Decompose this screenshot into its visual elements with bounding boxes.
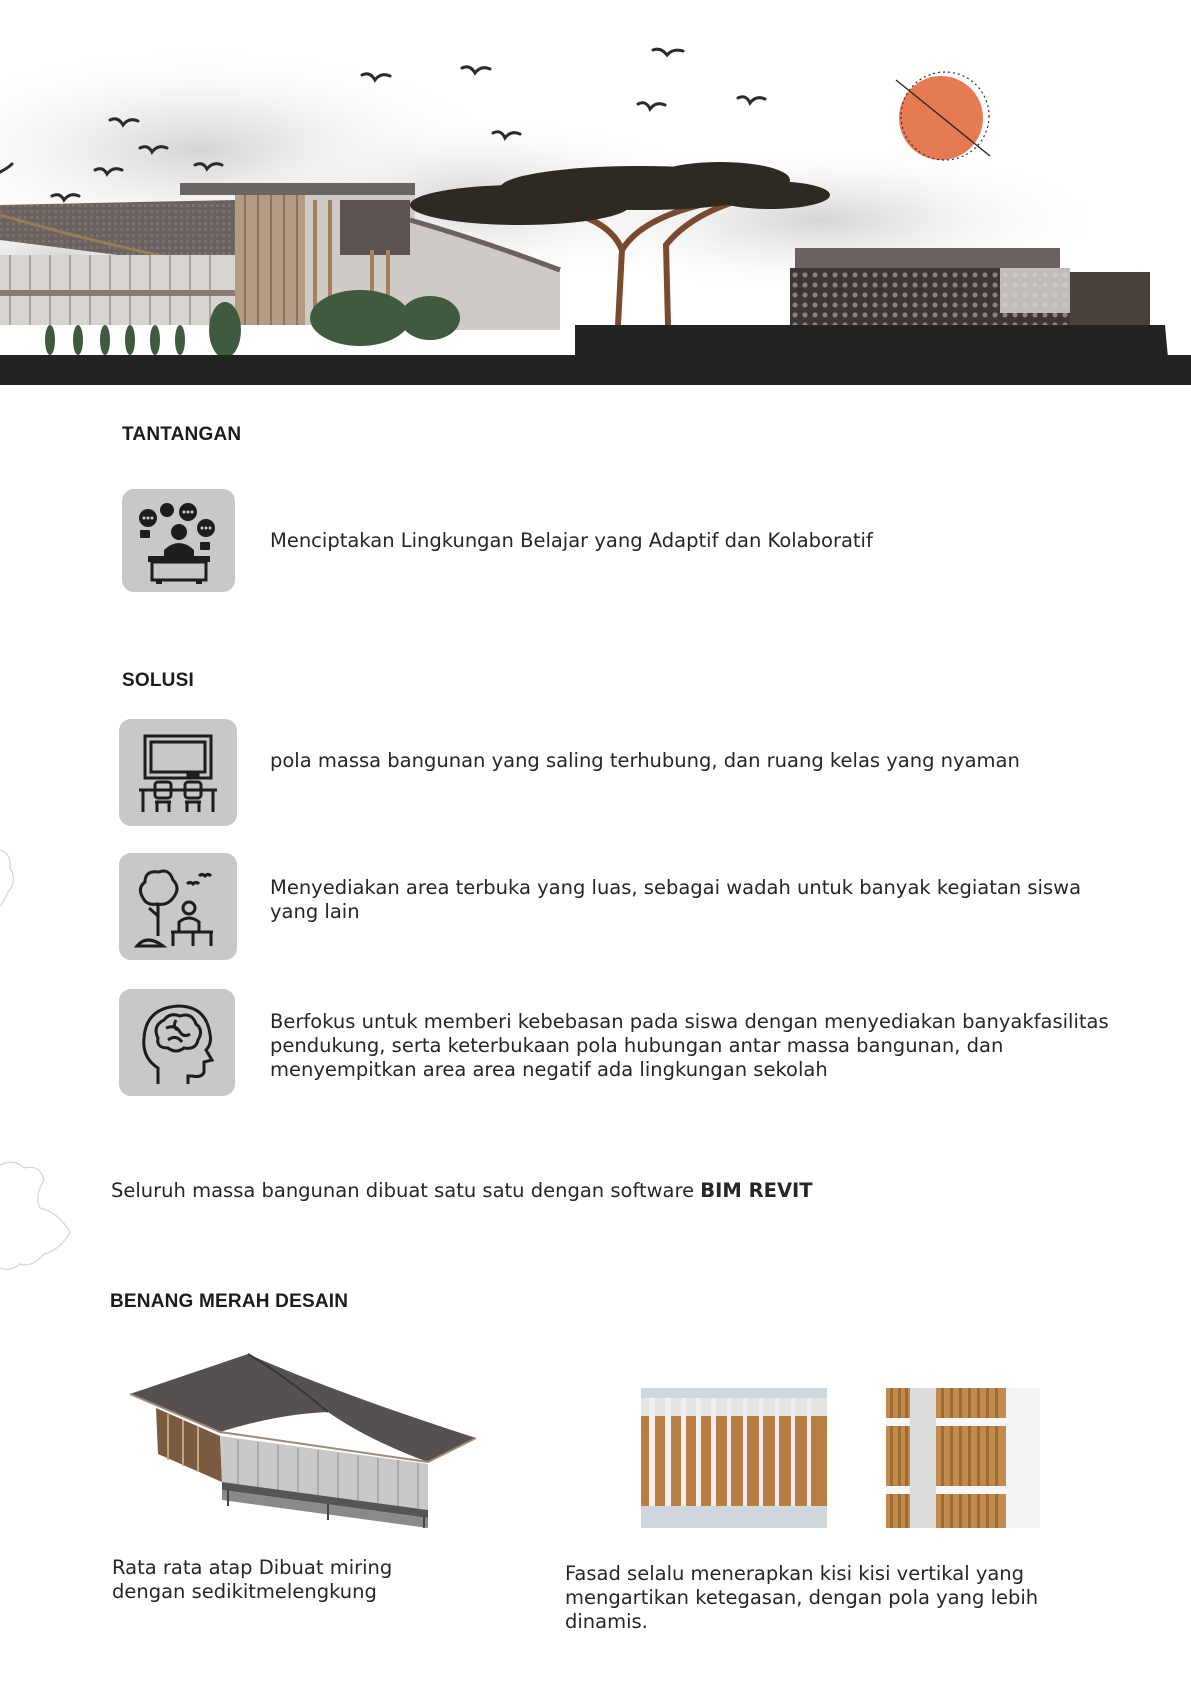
challenge-heading: TANTANGAN [122, 424, 242, 445]
solution-icon-box-1 [119, 719, 237, 826]
challenge-text: Menciptakan Lingkungan Belajar yang Adaptif dan Kolaboratif [270, 529, 873, 552]
facade-louver-photo-2 [886, 1388, 1040, 1528]
software-note-text: Seluruh massa bangunan dibuat satu satu dengan software [111, 1179, 701, 1202]
challenge-icon-box [122, 489, 235, 592]
classroom-icon [133, 730, 223, 816]
map-outline-decoration [0, 840, 70, 1290]
solution-icon-box-2 [119, 853, 237, 960]
solution-text-3: Berfokus untuk memberi kebebasan pada siswa dengan menyediakan banyakfasilitas pendukung, serta keterbukaan pola hubungan antar massa bangunan, dan menyempitkan area area negatif ada lingkungan sekolah [270, 1010, 1109, 1081]
right-pavilion-building [790, 248, 1150, 326]
facade-louver-photo-1 [641, 1388, 827, 1528]
collaborative-learning-icon [134, 498, 224, 584]
facade-caption: Fasad selalu menerapkan kisi kisi vertikal yang mengartikan ketegasan, dengan pola yang lebih dinamis. [565, 1562, 1039, 1633]
software-note [111, 1179, 1011, 1203]
roof-building-illustration [128, 1350, 480, 1530]
solution-text-2: Menyediakan area terbuka yang luas, sebagai wadah untuk banyak kegiatan siswa yang lain [270, 876, 1082, 923]
software-name: BIM REVIT [700, 1179, 813, 1202]
hero-elevation-illustration [0, 0, 1191, 385]
outdoor-area-icon [133, 864, 223, 950]
solution-text-1: pola massa bangunan yang saling terhubung, dan ruang kelas yang nyaman [270, 749, 1020, 772]
design-thread-heading: BENANG MERAH DESAIN [110, 1291, 349, 1312]
solution-heading: SOLUSI [122, 670, 194, 691]
roof-caption: Rata rata atap Dibuat miring dengan sedikitmelengkung [112, 1556, 393, 1603]
brain-head-icon [132, 998, 222, 1088]
solution-icon-box-3 [119, 989, 235, 1096]
